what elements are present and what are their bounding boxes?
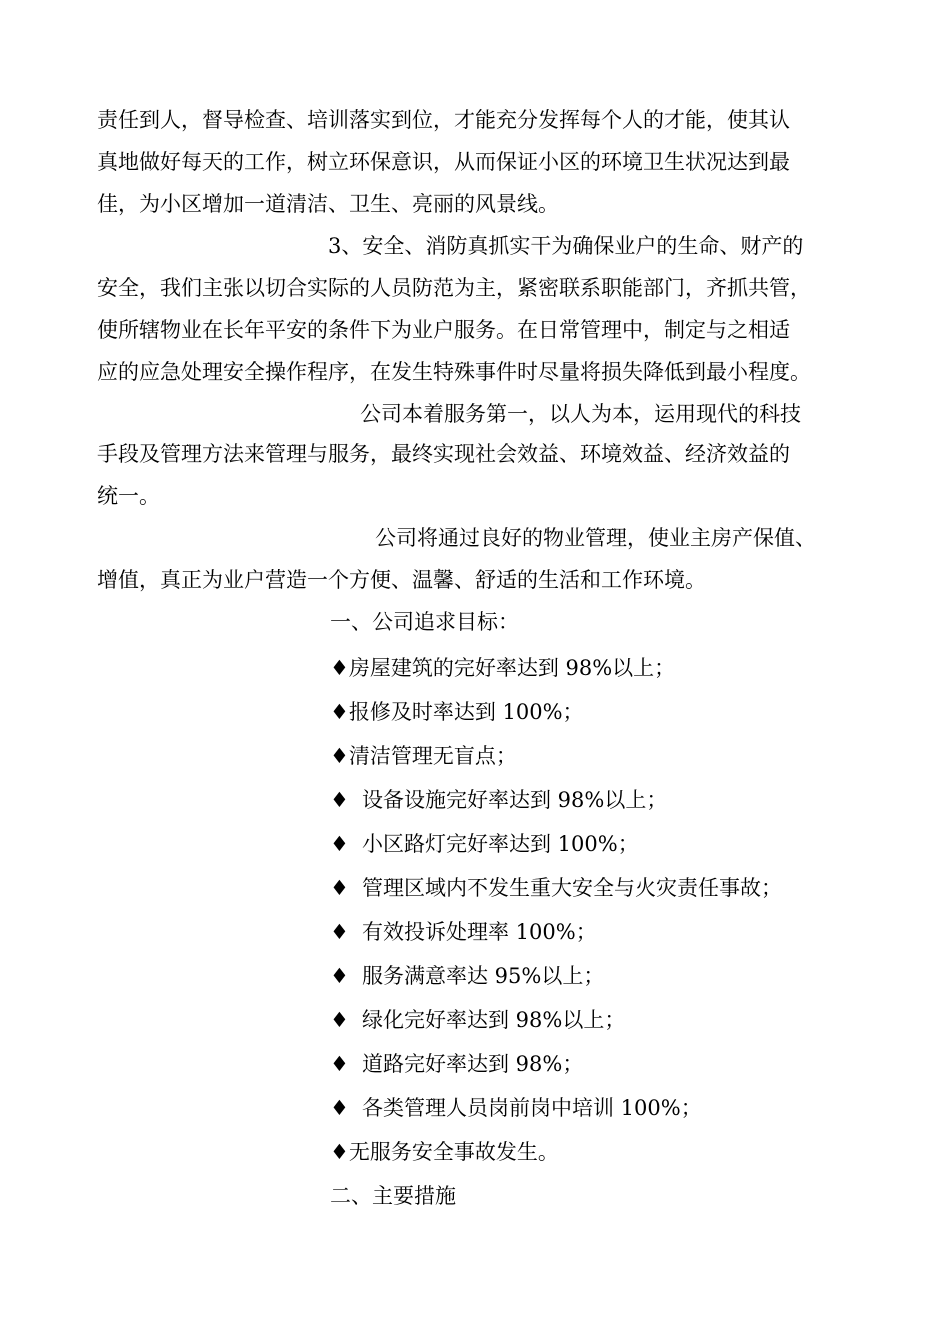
paragraph-1-line-3: 佳，为小区增加一道清洁、卫生、亮丽的风景线。 bbox=[97, 192, 559, 216]
goal-item bbox=[330, 786, 667, 814]
goal-item bbox=[330, 1138, 559, 1166]
section-one-heading: 一、公司追求目标： bbox=[330, 610, 519, 634]
goal-text: 报修及时率达到 100%； bbox=[348, 700, 584, 724]
goal-text: 管理区域内不发生重大安全与火灾责任事故； bbox=[362, 876, 782, 900]
goal-item bbox=[330, 1050, 583, 1078]
goal-text: 设备设施完好率达到 98%以上； bbox=[362, 788, 668, 812]
goal-item bbox=[330, 654, 675, 682]
paragraph-2-line-2: 安全，我们主张以切合实际的人员防范为主，紧密联系职能部门，齐抓共管， bbox=[97, 276, 811, 300]
paragraph-3-line-2: 手段及管理方法来管理与服务，最终实现社会效益、环境效益、经济效益的 bbox=[97, 442, 790, 466]
goal-item bbox=[330, 962, 604, 990]
paragraph-2-line-1: 3、安全、消防真抓实干为确保业户的生命、财产的 bbox=[328, 234, 804, 258]
goal-text: 房屋建筑的完好率达到 98%以上； bbox=[348, 656, 676, 680]
goal-text: 道路完好率达到 98%； bbox=[362, 1052, 584, 1076]
goal-item bbox=[330, 830, 639, 858]
diamond-bullet-icon: ♦ bbox=[330, 832, 349, 856]
paragraph-1-line-1: 责任到人，督导检查、培训落实到位，才能充分发挥每个人的才能，使其认 bbox=[97, 108, 790, 132]
goal-item bbox=[330, 1094, 702, 1122]
diamond-bullet-icon: ♦ bbox=[330, 700, 349, 724]
paragraph-2-line-3: 使所辖物业在长年平安的条件下为业户服务。在日常管理中，制定与之相适 bbox=[97, 318, 790, 342]
diamond-bullet-icon: ♦ bbox=[330, 876, 349, 900]
paragraph-4-line-2: 增值，真正为业户营造一个方便、温馨、舒适的生活和工作环境。 bbox=[97, 568, 706, 592]
section-two-heading: 二、主要措施 bbox=[330, 1184, 456, 1208]
goal-item bbox=[330, 874, 782, 902]
goal-text: 小区路灯完好率达到 100%； bbox=[362, 832, 639, 856]
paragraph-4-line-1: 公司将通过良好的物业管理，使业主房产保值、 bbox=[375, 526, 816, 550]
goal-item bbox=[330, 742, 517, 770]
goal-item bbox=[330, 1006, 625, 1034]
diamond-bullet-icon: ♦ bbox=[330, 656, 349, 680]
goal-text: 无服务安全事故发生。 bbox=[348, 1140, 559, 1164]
goal-text: 服务满意率达 95%以上； bbox=[362, 964, 605, 988]
goal-text: 清洁管理无盲点； bbox=[348, 744, 517, 768]
goal-item bbox=[330, 918, 597, 946]
diamond-bullet-icon: ♦ bbox=[330, 1008, 349, 1032]
paragraph-3-line-1: 公司本着服务第一，以人为本，运用现代的科技 bbox=[360, 402, 801, 426]
diamond-bullet-icon: ♦ bbox=[330, 920, 349, 944]
goal-text: 有效投诉处理率 100%； bbox=[362, 920, 597, 944]
diamond-bullet-icon: ♦ bbox=[330, 788, 349, 812]
goal-item bbox=[330, 698, 584, 726]
diamond-bullet-icon: ♦ bbox=[330, 1140, 349, 1164]
diamond-bullet-icon: ♦ bbox=[330, 964, 349, 988]
diamond-bullet-icon: ♦ bbox=[330, 1096, 349, 1120]
paragraph-3-line-3: 统一。 bbox=[97, 484, 160, 508]
diamond-bullet-icon: ♦ bbox=[330, 1052, 349, 1076]
paragraph-1-line-2: 真地做好每天的工作，树立环保意识，从而保证小区的环境卫生状况达到最 bbox=[97, 150, 790, 174]
goal-text: 各类管理人员岗前岗中培训 100%； bbox=[362, 1096, 702, 1120]
goal-text: 绿化完好率达到 98%以上； bbox=[362, 1008, 626, 1032]
diamond-bullet-icon: ♦ bbox=[330, 744, 349, 768]
paragraph-2-line-4: 应的应急处理安全操作程序，在发生特殊事件时尽量将损失降低到最小程度。 bbox=[97, 360, 811, 384]
